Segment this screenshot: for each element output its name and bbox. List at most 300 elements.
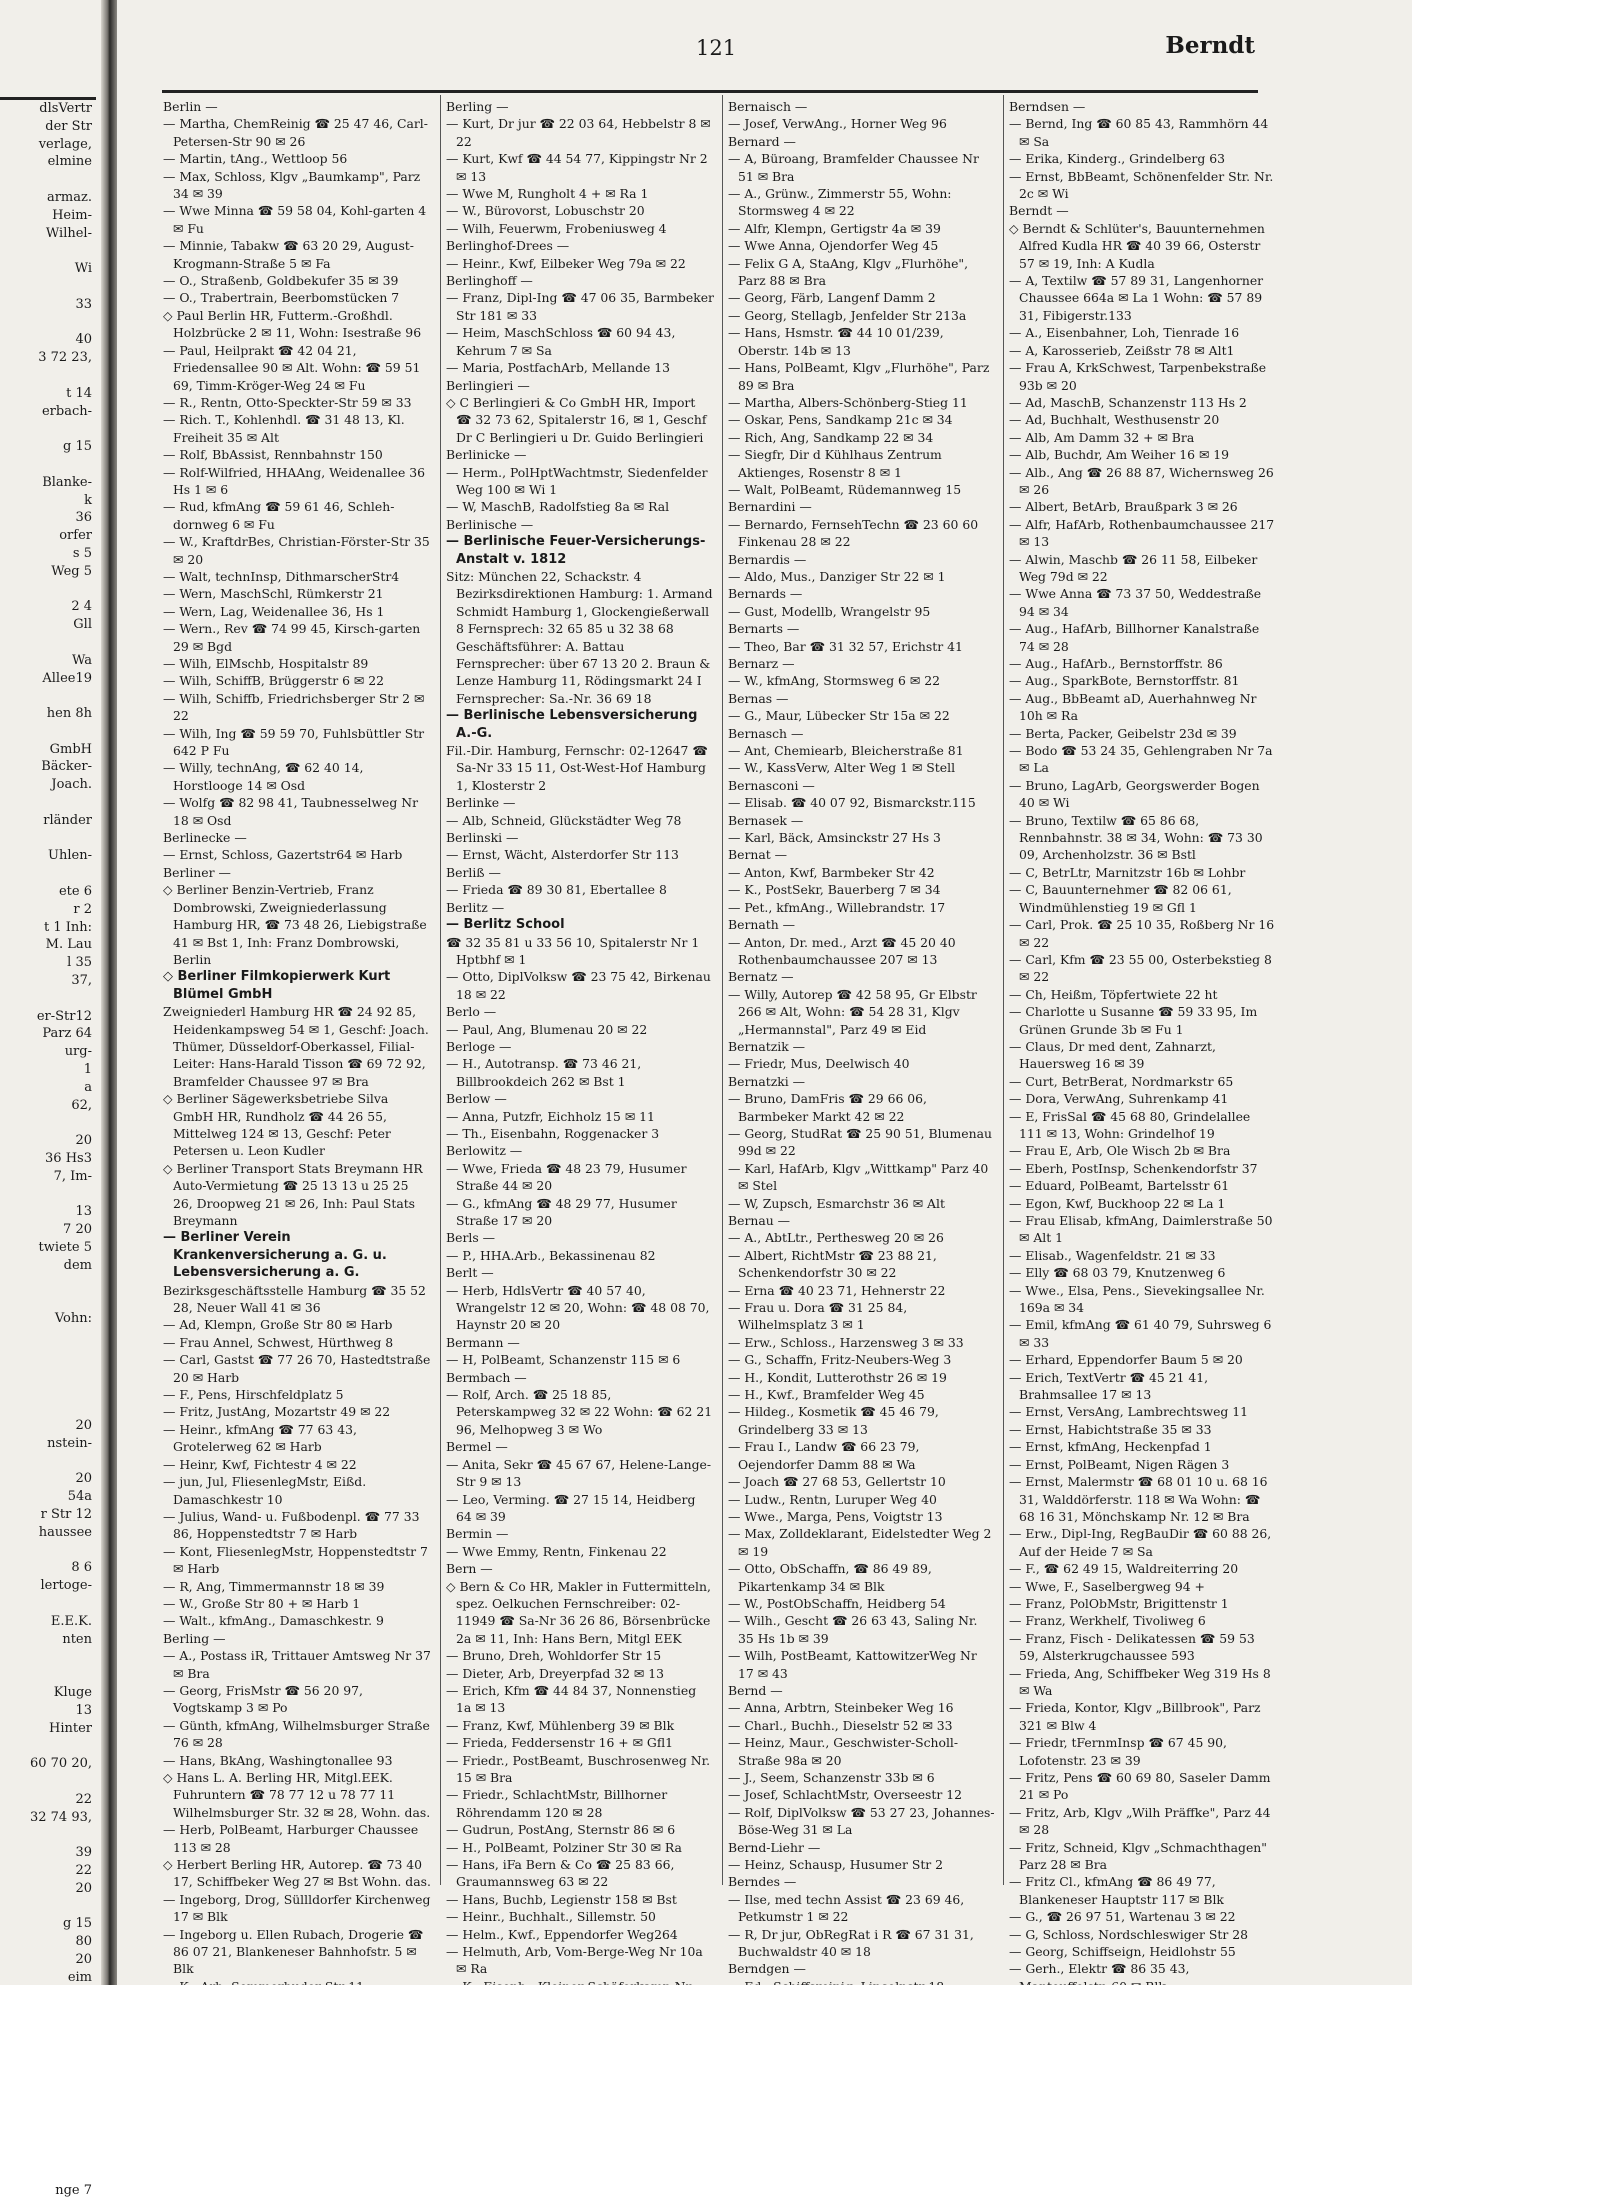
- directory-entry: — Julius, Wand- u. Fußbodenpl. ☎ 77 33 86, Hoppenstedtstr 7 ✉ Harb: [163, 1508, 420, 1542]
- previous-page-line: [30, 1737, 92, 1755]
- directory-entry: — Wern., Rev ☎ 74 99 45, Kirsch-garten 29 ✉ Bgd: [163, 621, 421, 654]
- directory-entry: — Berlinische Feuer-Versicherungs-Anstalt v. 1812: [446, 534, 706, 567]
- directory-entry: — Anita, Sekr ☎ 45 67 67, Helene-Lange-Str 9 ✉ 13: [446, 1456, 712, 1490]
- previous-page-line: [30, 794, 92, 812]
- directory-entry: — Frau Annel, Schwest, Hürthweg 8: [163, 1334, 394, 1350]
- directory-entry: Fil.-Dir. Hamburg, Fernschr: 02-12647 ☎ Sa-Nr 33 15 11, Ost-West-Hof Hamburg 1, Klosterstr 2: [446, 743, 708, 793]
- directory-entry: — Heim, MaschSchloss ☎ 60 94 43, Kehrum 7 ✉ Sa: [446, 325, 676, 358]
- surname-heading: Berlowitz —: [446, 1143, 523, 1159]
- surname-heading: Bernasch —: [728, 725, 804, 741]
- directory-entry: — Helm., Kwf., Eppendorfer Weg264: [446, 1926, 678, 1942]
- directory-entry: — Rud, kfmAng ☎ 59 61 46, Schleh-dornweg 6 ✉ Fu: [163, 499, 395, 532]
- previous-page-line: [30, 1399, 92, 1417]
- directory-entry: — Hans, Hsmstr. ☎ 44 10 01/239, Oberstr. 14b ✉ 13: [728, 325, 944, 358]
- directory-entry: — Gerh., Elektr ☎ 86 35 43,: [1009, 1961, 1190, 1977]
- previous-page-line: l 35: [67, 955, 92, 971]
- previous-page-line: Wi: [74, 261, 92, 277]
- directory-entry: Zweigniederl Hamburg HR ☎ 24 92 85, Heidenkampsweg 54 ✉ 1, Geschf: Joach. Thümer, Düsseldorf-Oberkassel, Filial-Leiter: Hans-Harald Tisson ☎ 69 72 92, Bramfelder Chaussee 97 ✉ Bra: [163, 1004, 429, 1089]
- column-4: [1009, 98, 1277, 1978]
- previous-page-line: orfer: [59, 528, 92, 544]
- directory-entry: — Wwe Anna ☎ 73 37 50, Weddestraße 94 ✉ 34: [1009, 586, 1262, 619]
- directory-entry: — Ch, Heißm, Töpfertwiete 22 ht: [1009, 986, 1218, 1002]
- directory-entry: — Eduard, PolBeamt, Bartelsstr 61: [1009, 1178, 1230, 1194]
- directory-entry: — Carl, Kfm ☎ 23 55 00, Osterbekstieg 8 ✉ 22: [1009, 951, 1272, 985]
- directory-entry: — Wilh, Feuerwm, Frobeniusweg 4: [446, 220, 667, 236]
- previous-page-line: Joach.: [51, 777, 92, 793]
- previous-page-line: g 15: [63, 439, 92, 455]
- previous-page-line: t 14: [66, 385, 92, 401]
- directory-entry: — Kurt, Kwf ☎ 44 54 77, Kippingstr Nr 2 ✉ 13: [446, 151, 708, 184]
- surname-heading: Bernas —: [728, 690, 789, 706]
- directory-entry: — H., Kwf., Bramfelder Weg 45: [728, 1387, 925, 1403]
- directory-entry: — Frieda, Kontor, Klgv „Billbrook", Parz 321 ✉ Blw 4: [1009, 1700, 1261, 1733]
- directory-entry: — Bodo ☎ 53 24 35, Gehlengraben Nr 7a ✉ La: [1009, 743, 1273, 776]
- directory-entry: — Siegfr, Dir d Kühlhaus Zentrum Aktienges, Rosenstr 8 ✉ 1: [728, 447, 942, 480]
- directory-entry: — Helmuth, Arb, Vom-Berge-Weg Nr 10a ✉ Ra: [446, 1944, 703, 1977]
- directory-entry: — Oskar, Pens, Sandkamp 21c ✉ 34: [728, 412, 953, 428]
- directory-entry: — Heinz, Maur., Geschwister-Scholl-Straße 98a ✉ 20: [728, 1735, 959, 1768]
- surname-heading: Bermin —: [446, 1526, 509, 1542]
- column-separator: [722, 95, 723, 1885]
- surname-heading: Berliner —: [163, 864, 231, 880]
- directory-entry: — Karl, HafArb, Klgv „Wittkamp" Parz 40 ✉ Stel: [728, 1160, 989, 1194]
- previous-page-line: lertoge-: [40, 1578, 92, 1594]
- directory-entry: — E, FrisSal ☎ 45 68 80, Grindelallee 111 ✉ 13, Wohn: Grindelhof 19: [1009, 1108, 1251, 1141]
- directory-entry: — Aldo, Mus., Danziger Str 22 ✉ 1: [728, 568, 946, 584]
- directory-entry: — Alb, Schneid, Glückstädter Weg 78: [446, 812, 682, 828]
- previous-page-line: ete 6: [58, 884, 92, 900]
- directory-entry: — G., Maur, Lübecker Str 15a ✉ 22: [728, 708, 950, 724]
- directory-entry: — Curt, BetrBerat, Nordmarkstr 65: [1009, 1073, 1234, 1089]
- column-3: [728, 98, 996, 1978]
- directory-entry: — Berliner Verein Krankenversicherung a. G. u. Lebensversicherung a. G.: [163, 1230, 387, 1281]
- previous-page-line: E.E.K.: [50, 1613, 92, 1629]
- directory-entry: — J., Seem, Schanzenstr 33b ✉ 6: [728, 1770, 935, 1785]
- directory-entry: — A, Büroang, Bramfelder Chaussee Nr 51 ✉ Bra: [728, 151, 979, 184]
- directory-entry: — Ingeborg u. Ellen Rubach, Drogerie ☎ 86 07 21, Blankeneser Bahnhofstr. 5 ✉ Blk: [163, 1926, 424, 1977]
- previous-page-line: dlsVertr: [39, 101, 92, 116]
- surname-heading: Berls —: [446, 1230, 496, 1246]
- previous-page-line: armaz.: [46, 189, 92, 205]
- directory-entry: — Anna, Arbtrn, Steinbeker Weg 16: [728, 1700, 954, 1716]
- previous-page-line: Wa: [72, 652, 92, 668]
- previous-page-line: s 5: [72, 545, 92, 561]
- previous-page-line: Blanke-: [42, 474, 92, 490]
- surname-heading: Berndgen —: [728, 1961, 806, 1977]
- directory-entry: — A., AbtLtr., Perthesweg 20 ✉ 26: [728, 1230, 944, 1246]
- previous-page-line: GmbH: [49, 741, 92, 757]
- directory-entry: — Fritz, Pens ☎ 60 69 80, Saseler Damm 21 ✉ Po: [1009, 1770, 1271, 1803]
- directory-entry: — Walt., kfmAng., Damaschkestr. 9: [163, 1613, 384, 1629]
- directory-entry: — Friedr, tFernmInsp ☎ 67 45 90, Lofotenstr. 23 ✉ 39: [1009, 1735, 1227, 1768]
- surname-heading: Bermbach —: [446, 1369, 527, 1385]
- directory-entry: — Ant, Chemiearb, Bleicherstraße 81: [728, 743, 964, 759]
- directory-entry: — H., Autotransp. ☎ 73 46 21, Billbrookdeich 262 ✉ Bst 1: [446, 1056, 642, 1089]
- directory-entry: — R, Dr jur, ObRegRat i R ☎ 67 31 31, Buchwaldstr 40 ✉ 18: [728, 1926, 974, 1960]
- directory-entry: — R, Ang, Timmermannstr 18 ✉ 39: [163, 1578, 385, 1594]
- surname-heading: Berling —: [163, 1630, 226, 1646]
- surname-heading: Berlinicke —: [446, 447, 527, 463]
- directory-entry: — Bruno, Dreh, Wohldorfer Str 15: [446, 1648, 662, 1664]
- directory-entry: — Heinr., Buchhalt., Sillemstr. 50: [446, 1909, 656, 1925]
- directory-entry: — Bernd, Ing ☎ 60 85 43, Rammhörn 44 ✉ Sa: [1009, 116, 1269, 149]
- directory-entry: — Ad, Klempn, Große Str 80 ✉ Harb: [163, 1317, 393, 1333]
- directory-entry: — Charlotte u Susanne ☎ 59 33 95, Im Grünen Grunde 3b ✉ Fu 1: [1009, 1004, 1258, 1037]
- previous-page-line: 80: [75, 1934, 92, 1950]
- previous-page-line: Heim-: [52, 207, 92, 223]
- directory-entry: — Ludw., Rentn, Luruper Weg 40: [728, 1491, 937, 1507]
- directory-entry: — W., Bürovorst, Lobuschstr 20: [446, 203, 645, 219]
- directory-entry: — Bernardo, FernsehTechn ☎ 23 60 60 Finkenau 28 ✉ 22: [728, 516, 979, 550]
- directory-entry: — Rolf, BbAssist, Rennbahnstr 150: [163, 447, 383, 463]
- directory-entry: — K., PostSekr, Bauerberg 7 ✉ 34: [728, 882, 941, 898]
- directory-entry: — Georg, Schiffseign, Heidlohstr 55: [1009, 1944, 1236, 1960]
- directory-entry: — Fritz, Arb, Klgv „Wilh Präffke", Parz 44 ✉ 28: [1009, 1804, 1271, 1838]
- directory-entry: ◇ Herbert Berling HR, Autorep. ☎ 73 40 17, Schiffbeker Weg 27 ✉ Bst Wohn. das.: [163, 1857, 431, 1890]
- previous-page-line: [30, 723, 92, 741]
- directory-entry: — Elisab., Wagenfeldstr. 21 ✉ 33: [1009, 1247, 1216, 1263]
- directory-entry: — Albert, BetArb, Braußpark 3 ✉ 26: [1009, 499, 1238, 515]
- surname-heading: Bern —: [446, 1561, 493, 1577]
- directory-entry: — W., Große Str 80 + ✉ Harb 1: [163, 1595, 361, 1611]
- directory-entry: — Frau A, KrkSchwest, Tarpenbekstraße 93b ✉ 20: [1009, 360, 1267, 393]
- directory-entry: ◇ Berliner Benzin-Vertrieb, Franz Dombrowski, Zweigniederlassung Hamburg HR, ☎ 73 48 26, Liebigstraße 41 ✉ Bst 1, Inh: Franz Dombrowski, Berlin: [163, 882, 427, 967]
- directory-entry: — H., PolBeamt, Polziner Str 30 ✉ Ra: [446, 1839, 682, 1855]
- previous-page-line: er-Str12: [36, 1008, 92, 1024]
- previous-page-line: k: [84, 492, 92, 508]
- page-margin-bottom: [0, 1985, 1600, 2177]
- header-rule: [162, 90, 1258, 93]
- previous-page-line: [30, 1773, 92, 1791]
- previous-page-line: verlage,: [38, 136, 92, 152]
- surname-heading: Bernaisch —: [728, 99, 808, 114]
- surname-heading: Bernath —: [728, 917, 796, 933]
- directory-entry: Bezirksgeschäftsstelle Hamburg ☎ 35 52 28, Neuer Wall 41 ✉ 36: [163, 1282, 426, 1316]
- directory-entry: — Josef, VerwAng., Horner Weg 96: [728, 116, 947, 132]
- directory-entry: — Wilh, PostBeamt, KattowitzerWeg Nr 17 ✉ 43: [728, 1648, 977, 1681]
- surname-heading: Bernatzki —: [728, 1073, 806, 1089]
- surname-heading: Bernardini —: [728, 499, 812, 515]
- previous-page-line: nten: [62, 1631, 92, 1647]
- previous-page-line: t 1 Inh:: [43, 919, 92, 935]
- previous-page-line: [30, 420, 92, 438]
- directory-entry: — A., Grünw., Zimmerstr 55, Wohn: Stormsweg 4 ✉ 22: [728, 186, 952, 219]
- previous-page-line: [30, 1346, 92, 1364]
- previous-page-edge: [0, 0, 100, 2199]
- directory-entry: — Claus, Dr med dent, Zahnarzt, Hauersweg 16 ✉ 39: [1009, 1038, 1216, 1072]
- directory-entry: — Georg, FrisMstr ☎ 56 20 97, Vogtskamp 3 ✉ Po: [163, 1682, 363, 1716]
- directory-entry: — Heinr., kfmAng ☎ 77 63 43, Grotelerweg 62 ✉ Harb: [163, 1421, 357, 1455]
- directory-entry: — Dora, VerwAng, Suhrenkamp 41: [1009, 1091, 1229, 1107]
- directory-entry: — Erna ☎ 40 23 71, Hehnerstr 22: [728, 1282, 946, 1298]
- directory-entry: — C, Bauunternehmer ☎ 82 06 61, Windmühlenstieg 19 ✉ Gfl 1: [1009, 882, 1232, 915]
- directory-entry: — Pet., kfmAng., Willebrandstr. 17: [728, 899, 946, 915]
- surname-heading: Bermann —: [446, 1334, 520, 1350]
- directory-entry: — Ad, Buchhalt, Westhusenstr 20: [1009, 412, 1220, 428]
- directory-entry: — W, MaschB, Radolfstieg 8a ✉ Ral: [446, 499, 670, 515]
- directory-entry: — Anna, Putzfr, Eichholz 15 ✉ 11: [446, 1108, 655, 1124]
- surname-heading: Berliß —: [446, 864, 501, 880]
- previous-page-line: eim: [67, 1969, 92, 1985]
- directory-entry: ◇ Berliner Transport Stats Breymann HR Auto-Vermietung ☎ 25 13 13 u 25 25 26, Droopweg 21 ✉ 26, Inh: Paul Stats Breymann: [163, 1160, 423, 1228]
- directory-entry: — Georg, Färb, Langenf Damm 2: [728, 290, 936, 306]
- directory-entry: — Frieda ☎ 89 30 81, Ebertallee 8: [446, 882, 667, 898]
- directory-entry: ◇ Paul Berlin HR, Futterm.-Großhdl. Holzbrücke 2 ✉ 11, Wohn: Isestraße 96: [163, 307, 422, 341]
- directory-entry: — Heinr, Kwf, Fichtestr 4 ✉ 22: [163, 1456, 357, 1472]
- previous-page-line: Weg 5: [51, 563, 92, 579]
- previous-page-line: [30, 634, 92, 652]
- directory-entry: — Ernst, PolBeamt, Nigen Rägen 3: [1009, 1456, 1230, 1472]
- directory-entry: — Rolf-Wilfried, HHAAng, Weidenallee 36 Hs 1 ✉ 6: [163, 464, 426, 497]
- surname-heading: Berndsen —: [1009, 99, 1086, 114]
- directory-entry: — Carl, Prok. ☎ 25 10 35, Roßberg Nr 16 ✉ 22: [1009, 917, 1275, 950]
- directory-entry: — Erw., Schloss., Harzensweg 3 ✉ 33: [728, 1334, 964, 1350]
- previous-page-line: [30, 990, 92, 1008]
- directory-entry: — Max, Schloss, Klgv „Baumkamp", Parz 34 ✉ 39: [163, 168, 421, 202]
- directory-entry: — Ernst, Malermstr ☎ 68 01 10 u. 68 16 31, Walddörferstr. 118 ✉ Wa Wohn: ☎ 68 16 31, Mönchskamp Nr. 12 ✉ Bra: [1009, 1474, 1268, 1524]
- previous-page-line: 62,: [71, 1097, 92, 1113]
- directory-entry: — Martha, ChemReinig ☎ 25 47 46, Carl-Petersen-Str 90 ✉ 26: [163, 116, 428, 149]
- directory-entry: — Hans, Buchb, Legienstr 158 ✉ Bst: [446, 1891, 677, 1907]
- surname-heading: Berlinke —: [446, 795, 516, 811]
- book-gutter: [101, 0, 117, 1985]
- directory-entry: — C, BetrLtr, Marnitzstr 16b ✉ Lohbr: [1009, 864, 1246, 880]
- directory-entry: — P., HHA.Arb., Bekassinenau 82: [446, 1247, 656, 1263]
- directory-entry: — Walt, PolBeamt, Rüdemannweg 15: [728, 481, 962, 497]
- previous-page-line: 20: [75, 1417, 92, 1433]
- directory-entry: — Franz, Dipl-Ing ☎ 47 06 35, Barmbeker Str 181 ✉ 33: [446, 290, 714, 323]
- surname-heading: Bernarts —: [728, 621, 800, 637]
- directory-entry: — Felix G A, StaAng, Klgv „Flurhöhe", Parz 88 ✉ Bra: [728, 255, 969, 289]
- previous-page-line: M. Lau: [45, 937, 92, 953]
- surname-heading: Berlin —: [163, 99, 218, 114]
- previous-page-line: [30, 865, 92, 883]
- previous-page-line: [30, 1542, 92, 1560]
- previous-page-line: 20: [75, 1133, 92, 1149]
- previous-page-line: [30, 1328, 92, 1346]
- directory-entry: — Erhard, Eppendorfer Baum 5 ✉ 20: [1009, 1352, 1243, 1368]
- directory-entry: — Albert, RichtMstr ☎ 23 88 21, Schenkendorfstr 30 ✉ 22: [728, 1247, 937, 1281]
- directory-entry: — Hans, PolBeamt, Klgv „Flurhöhe", Parz 89 ✉ Bra: [728, 360, 990, 393]
- surname-heading: Bernasconi —: [728, 777, 815, 793]
- surname-heading: Berloge —: [446, 1038, 512, 1054]
- surname-heading: Bernarz —: [728, 656, 795, 671]
- previous-page-line: [30, 1648, 92, 1666]
- directory-entry: — A., Postass iR, Trittauer Amtsweg Nr 37 ✉ Bra: [163, 1648, 431, 1681]
- previous-page-line: der Str: [45, 118, 92, 134]
- previous-page-line: Bäcker-: [41, 759, 92, 775]
- directory-entry: — O., Straßenb, Goldbekufer 35 ✉ 39: [163, 273, 399, 289]
- previous-page-line: 13: [75, 1702, 92, 1718]
- previous-page-line: 20: [75, 1471, 92, 1487]
- previous-page-line: 3 72 23,: [38, 350, 92, 366]
- directory-entry: ☎ 32 35 81 u 33 56 10, Spitalerstr Nr 1 Hptbhf ✉ 1: [446, 934, 700, 967]
- directory-entry: — Erw., Dipl-Ing, RegBauDir ☎ 60 88 26, Auf der Heide 7 ✉ Sa: [1009, 1526, 1272, 1559]
- previous-page-line: Vohn:: [54, 1311, 92, 1327]
- directory-entry: — Wwe M, Rungholt 4 + ✉ Ra 1: [446, 186, 649, 202]
- directory-entry: — Ernst, kfmAng, Heckenpfad 1: [1009, 1439, 1212, 1455]
- directory-entry: — Frieda, Feddersenstr 16 + ✉ Gfl1: [446, 1735, 673, 1751]
- directory-entry: — Herb, PolBeamt, Harburger Chaussee 113 ✉ 28: [163, 1822, 419, 1855]
- previous-page-line: 22: [75, 1791, 92, 1807]
- directory-entry: — Anton, Dr. med., Arzt ☎ 45 20 40 Rothenbaumchaussee 207 ✉ 13: [728, 934, 956, 967]
- previous-page-line: nge 7: [55, 2183, 92, 2199]
- directory-entry: — Aug., HafArb, Billhorner Kanalstraße 74 ✉ 28: [1009, 621, 1260, 654]
- directory-entry: — Ad, MaschB, Schanzenstr 113 Hs 2: [1009, 394, 1247, 410]
- directory-entry: — Max, Zolldeklarant, Eidelstedter Weg 2 ✉ 19: [728, 1526, 992, 1559]
- directory-entry: — Berlinische Lebensversicherung A.-G.: [446, 708, 698, 741]
- directory-entry: — A, Textilw ☎ 57 89 31, Langenhorner Chaussee 664a ✉ La 1 Wohn: ☎ 57 89 31, Fibigerstr.133: [1009, 273, 1264, 323]
- previous-page-line: [30, 456, 92, 474]
- previous-page-line: [30, 1275, 92, 1293]
- directory-entry: — Georg, Stellagb, Jenfelder Str 213a: [728, 307, 967, 323]
- surname-heading: Bernat —: [728, 847, 788, 863]
- directory-entry: — Rolf, DiplVolksw ☎ 53 27 23, Johannes-Böse-Weg 31 ✉ La: [728, 1804, 995, 1838]
- directory-entry: ◇ Hans L. A. Berling HR, Mitgl.EEK. Fuhruntern ☎ 78 77 12 u 78 77 11 Wilhelmsburger Str. 32 ✉ 28, Wohn. das.: [163, 1770, 431, 1820]
- previous-page-line: 13: [75, 1204, 92, 1220]
- previous-page-line: 8 6: [71, 1560, 92, 1576]
- directory-entry: — Wwe., Elsa, Pens., Sievekingsallee Nr. 169a ✉ 34: [1009, 1282, 1265, 1316]
- surname-heading: Berlingieri —: [446, 377, 530, 393]
- previous-page-line: Gll: [73, 617, 92, 633]
- directory-entry: — Alb, Buchdr, Am Weiher 16 ✉ 19: [1009, 447, 1230, 463]
- directory-entry: — Ernst, VersAng, Lambrechtsweg 11: [1009, 1404, 1249, 1420]
- directory-entry: — Franz, Fisch - Delikatessen ☎ 59 53 59, Alsterkrugchaussee 593: [1009, 1630, 1255, 1664]
- previous-page-line: a: [84, 1079, 92, 1095]
- surname-heading: Bernd —: [728, 1682, 783, 1698]
- directory-entry: — G., kfmAng ☎ 48 29 77, Husumer Straße 17 ✉ 20: [446, 1195, 677, 1228]
- previous-page-line: [30, 314, 92, 332]
- surname-heading: Bernd-Liehr —: [728, 1839, 821, 1855]
- directory-entry: — Erich, TextVertr ☎ 45 21 41, Brahmsallee 17 ✉ 13: [1009, 1369, 1209, 1403]
- previous-page-line: [30, 1453, 92, 1471]
- previous-page-line: [30, 1381, 92, 1399]
- directory-entry: — Otto, ObSchaffn, ☎ 86 49 89, Pikartenkamp 34 ✉ Blk: [728, 1561, 932, 1594]
- directory-entry: — Wern, MaschSchl, Rümkerstr 21: [163, 586, 384, 602]
- page-number: 121: [696, 36, 737, 60]
- directory-entry: — Aug., BbBeamt aD, Auerhahnweg Nr 10h ✉ Ra: [1009, 690, 1257, 724]
- previous-page-line: Uhlen-: [48, 848, 92, 864]
- previous-page-line: 36 Hs3: [45, 1151, 92, 1167]
- previous-page-line: 37,: [71, 973, 92, 989]
- previous-page-line: 33: [75, 296, 92, 312]
- surname-heading: Berlt —: [446, 1265, 494, 1281]
- previous-page-line: [30, 171, 92, 189]
- directory-entry: — Wilh, SchiffB, Brüggerstr 6 ✉ 22: [163, 673, 385, 689]
- directory-entry: — Paul, Heilprakt ☎ 42 04 21, Friedensallee 90 ✉ Alt. Wohn: ☎ 59 51 69, Timm-Kröger-Weg 24 ✉ Fu: [163, 342, 421, 393]
- directory-entry: — Alb, Am Damm 32 + ✉ Bra: [1009, 429, 1195, 445]
- directory-entry: — Aug., HafArb., Bernstorffstr. 86: [1009, 656, 1223, 671]
- previous-page-line: 1: [83, 1062, 92, 1078]
- previous-page-line: [30, 1666, 92, 1684]
- previous-page-line: [30, 687, 92, 705]
- directory-entry: — Georg, StudRat ☎ 25 90 51, Blumenau 99d ✉ 22: [728, 1125, 992, 1159]
- previous-page-line: 36: [75, 510, 92, 526]
- previous-page-line: [30, 278, 92, 296]
- directory-entry: — Rolf, Arch. ☎ 25 18 85, Peterskampweg 32 ✉ 22 Wohn: ☎ 62 21 96, Melhopweg 3 ✉ Wo: [446, 1387, 713, 1437]
- previous-page-line: rländer: [43, 812, 92, 828]
- directory-entry: — Eberh, PostInsp, Schenkendorfstr 37: [1009, 1160, 1258, 1176]
- directory-entry: — Hildeg., Kosmetik ☎ 45 46 79, Grindelberg 33 ✉ 13: [728, 1404, 939, 1437]
- directory-entry: — Hans, iFa Bern & Co ☎ 25 83 66, Graumannsweg 63 ✉ 22: [446, 1857, 675, 1890]
- previous-page-line: twiete 5: [38, 1240, 92, 1255]
- previous-page-line: 7 20: [63, 1222, 92, 1238]
- previous-page-line: [30, 830, 92, 848]
- directory-entry: — Berta, Packer, Geibelstr 23d ✉ 39: [1009, 725, 1237, 741]
- surname-heading: Bermel —: [446, 1439, 508, 1455]
- directory-entry: — O., Trabertrain, Beerbomstücken 7: [163, 290, 400, 306]
- previous-page-line: 2 4: [71, 599, 92, 615]
- directory-entry: — Wilh, Ing ☎ 59 59 70, Fuhlsbüttler Str 642 P Fu: [163, 725, 425, 759]
- column-1: [163, 98, 431, 1978]
- directory-entry: — Aug., SparkBote, Bernstorffstr. 81: [1009, 673, 1240, 689]
- directory-entry: — Th., Eisenbahn, Roggenacker 3: [446, 1125, 660, 1141]
- directory-entry: — Franz, PolObMstr, Brigittenstr 1: [1009, 1595, 1229, 1611]
- directory-entry: — Wwe Anna, Ojendorfer Weg 45: [728, 238, 939, 254]
- directory-entry: — Wilh., Gescht ☎ 26 63 43, Saling Nr. 35 Hs 1b ✉ 39: [728, 1613, 978, 1646]
- previous-page-line: 32 74 93,: [29, 1809, 92, 1825]
- directory-entry: — F., Pens, Hirschfeldplatz 5: [163, 1387, 344, 1403]
- directory-entry: — Ilse, med techn Assist ☎ 23 69 46, Petkumstr 1 ✉ 22: [728, 1891, 965, 1925]
- column-2: [446, 98, 714, 1978]
- previous-page-line: 20: [75, 1880, 92, 1896]
- previous-page-line: [30, 367, 92, 385]
- previous-page-line: nstein-: [47, 1435, 92, 1451]
- directory-entry: — Elisab. ☎ 40 07 92, Bismarckstr.115: [728, 795, 976, 811]
- previous-page-line: 7, Im-: [53, 1168, 92, 1184]
- column-separator: [440, 95, 441, 1885]
- directory-entry: — Ingeborg, Drog, Süllldorfer Kirchenweg 17 ✉ Blk: [163, 1891, 431, 1925]
- surname-heading: Bernatzik —: [728, 1038, 806, 1054]
- directory-entry: — Willy, Autorep ☎ 42 58 95, Gr Elbstr 266 ✉ Alt, Wohn: ☎ 54 28 31, Klgv „Hermannstal", Parz 49 ✉ Eid: [728, 986, 977, 1037]
- previous-page-line: [30, 1186, 92, 1204]
- previous-page-line: urg-: [64, 1044, 92, 1060]
- previous-page-line: 39: [75, 1845, 92, 1861]
- previous-page-line: haussee: [38, 1524, 92, 1540]
- surname-heading: Bernards —: [728, 586, 803, 602]
- previous-page-line: Parz 64: [42, 1026, 92, 1042]
- previous-page-line: [30, 242, 92, 260]
- directory-entry: — W, Zupsch, Esmarchstr 36 ✉ Alt: [728, 1195, 945, 1211]
- directory-entry: — Martin, tAng., Wettloop 56: [163, 151, 348, 167]
- previous-page-line: erbach-: [41, 403, 92, 419]
- directory-entry: — Fritz, JustAng, Mozartstr 49 ✉ 22: [163, 1404, 391, 1420]
- previous-page-line: hen 8h: [46, 706, 92, 722]
- directory-entry: — Frieda, Ang, Schiffbeker Weg 319 Hs 8 ✉ Wa: [1009, 1665, 1271, 1698]
- directory-entry: — Berlitz School: [446, 917, 565, 933]
- previous-page-line: [30, 1826, 92, 1844]
- directory-entry: — Wwe Minna ☎ 59 58 04, Kohl-garten 4 ✉ Fu: [163, 203, 427, 236]
- directory-entry: — Martha, Albers-Schönberg-Stieg 11: [728, 394, 968, 410]
- directory-entry: — Dieter, Arb, Dreyerpfad 32 ✉ 13: [446, 1665, 665, 1681]
- directory-entry: — Ernst, Habichtstraße 35 ✉ 33: [1009, 1421, 1212, 1437]
- previous-page-fragments: [30, 100, 92, 2200]
- page-margin-right: [1412, 0, 1600, 2177]
- surname-heading: Berling —: [446, 99, 509, 114]
- surname-heading: Berlo —: [446, 1004, 497, 1020]
- previous-page-line: 54a: [67, 1489, 92, 1505]
- directory-entry: — Josef, SchlachtMstr, Overseestr 12: [728, 1787, 962, 1803]
- directory-entry: — Frau E, Arb, Ole Wisch 2b ✉ Bra: [1009, 1143, 1231, 1159]
- directory-entry: — Wilh, ElMschb, Hospitalstr 89: [163, 656, 369, 671]
- previous-page-line: [30, 1595, 92, 1613]
- directory-entry: — F., ☎ 62 49 15, Waldreiterring 20: [1009, 1561, 1239, 1577]
- directory-entry: — H, PolBeamt, Schanzenstr 115 ✉ 6: [446, 1352, 681, 1368]
- directory-entry: — Minnie, Tabakw ☎ 63 20 29, August-Krogmann-Straße 5 ✉ Fa: [163, 238, 414, 271]
- directory-entry: — Frau u. Dora ☎ 31 25 84, Wilhelmsplatz 3 ✉ 1: [728, 1300, 908, 1333]
- previous-page-line: 40: [75, 332, 92, 348]
- surname-heading: Bernard —: [728, 133, 796, 149]
